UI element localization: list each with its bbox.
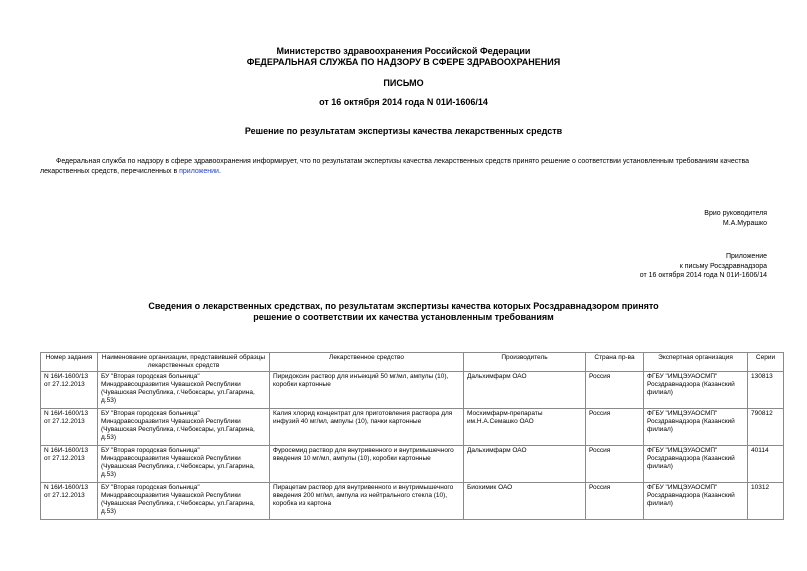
service-name: ФЕДЕРАЛЬНАЯ СЛУЖБА ПО НАДЗОРУ В СФЕРЕ ЗДРАВООХРАНЕНИЯ [246, 57, 561, 67]
table-row [41, 446, 784, 483]
cell-drug: Пиридоксин раствор для инъекций 50 мг/мл, ампулы (10), коробки картонные [270, 372, 464, 409]
document-subject: Решение по результатам экспертизы качества лекарственных средств [244, 126, 563, 136]
col-header-drug: Лекарственное средство [270, 353, 464, 372]
cell-series: 790812 [748, 409, 784, 446]
body-paragraph [40, 157, 783, 177]
cell-drug: Пирацетам раствор для внутривенного и внутримышечного введения 200 мг/мл, ампула из нейтрального стекла (10), коробка из картона [270, 483, 464, 520]
cell-drug: Фуросемид раствор для внутривенного и внутримышечного введения 10 мг/мл, ампулы (10), коробки картонные [270, 446, 464, 483]
signature-block [467, 209, 767, 228]
ministry-name: Министерство здравоохранения Российской Федерации [276, 46, 531, 56]
col-header-country: Страна пр-ва [586, 353, 644, 372]
cell-expert-org: ФГБУ "ИМЦЭУАОСМП" Росздравнадзора (Казанский филиал) [644, 409, 748, 446]
appendix-letter-date: от 16 октября 2014 года N 01И-1606/14 [639, 272, 767, 279]
signature-name: М.А.Мурашко [722, 219, 767, 227]
cell-country: Россия [586, 483, 644, 520]
table-row [41, 372, 784, 409]
cell-expert-org: ФГБУ "ИМЦЭУАОСМП" Росздравнадзора (Казанский филиал) [644, 483, 748, 520]
col-header-series: Серии [748, 353, 784, 372]
col-header-task-no: Номер задания [41, 353, 98, 372]
cell-org: БУ "Вторая городская больница" Минздравсоцразвития Чувашской Республики (Чувашская Республика, г.Чебоксары, ул.Гагарина, д.53) [98, 446, 270, 483]
cell-task-no: N 16И-1600/13 от 27.12.2013 [41, 409, 98, 446]
table-header-row [41, 353, 784, 372]
cell-manufacturer: Мосхимфарм-препараты им.Н.А.Семашко ОАО [464, 409, 586, 446]
document-type: ПИСЬМО [383, 78, 424, 88]
cell-task-no: N 16И-1600/13 от 27.12.2013 [41, 483, 98, 520]
appendix-letter-ref: к письму Росздравнадзора [679, 262, 767, 270]
cell-series: 40114 [748, 446, 784, 483]
body-paragraph-text: Федеральная служба по надзору в сфере здравоохранения информирует, что по результатам экспертизы качества лекарственных средств принято решение о соответствии установленным требованиям качества лекарственных средств, перечисленных в [40, 158, 750, 175]
col-header-expert-org: Экспертная организация [644, 353, 748, 372]
cell-task-no: N 16И-1600/13 от 27.12.2013 [41, 372, 98, 409]
cell-series: 130813 [748, 372, 784, 409]
cell-country: Россия [586, 372, 644, 409]
table-row [41, 409, 784, 446]
col-header-org: Наименование организации, представившей образцы лекарственных средств [98, 353, 270, 372]
appendix-link[interactable]: приложении [179, 168, 219, 175]
cell-org: БУ "Вторая городская больница" Минздравсоцразвития Чувашской Республики (Чувашская Республика, г.Чебоксары, ул.Гагарина, д.53) [98, 483, 270, 520]
signature-position: Врио руководителя [704, 210, 767, 217]
cell-org: БУ "Вторая городская больница" Минздравсоцразвития Чувашской Республики (Чувашская Республика, г.Чебоксары, ул.Гагарина, д.53) [98, 372, 270, 409]
cell-drug: Калия хлорид концентрат для приготовления раствора для инфузий 40 мг/мл, ампулы (10), пачки картонные [270, 409, 464, 446]
cell-manufacturer: Дальхимфарм ОАО [464, 372, 586, 409]
cell-country: Россия [586, 446, 644, 483]
col-header-manufacturer: Производитель [464, 353, 586, 372]
cell-org: БУ "Вторая городская больница" Минздравсоцразвития Чувашской Республики (Чувашская Республика, г.Чебоксары, ул.Гагарина, д.53) [98, 409, 270, 446]
appendix-title: Сведения о лекарственных средствах, по результатам экспертизы качества которых Росздравнадзором принято решение о соответствии их качества установленным требованиям [148, 301, 659, 322]
cell-expert-org: ФГБУ "ИМЦЭУАОСМП" Росздравнадзора (Казанский филиал) [644, 372, 748, 409]
body-paragraph-end: . [218, 168, 221, 175]
cell-expert-org: ФГБУ "ИМЦЭУАОСМП" Росздравнадзора (Казанский филиал) [644, 446, 748, 483]
document-date-number: от 16 октября 2014 года N 01И-1606/14 [319, 97, 488, 107]
cell-series: 10312 [748, 483, 784, 520]
appendix-reference [467, 252, 767, 281]
table-row [41, 483, 784, 520]
cell-country: Россия [586, 409, 644, 446]
appendix-label: Приложение [725, 253, 767, 260]
drugs-table [40, 352, 784, 520]
cell-manufacturer: Дальхимфарм ОАО [464, 446, 586, 483]
cell-manufacturer: Биохимик ОАО [464, 483, 586, 520]
cell-task-no: N 16И-1600/13 от 27.12.2013 [41, 446, 98, 483]
